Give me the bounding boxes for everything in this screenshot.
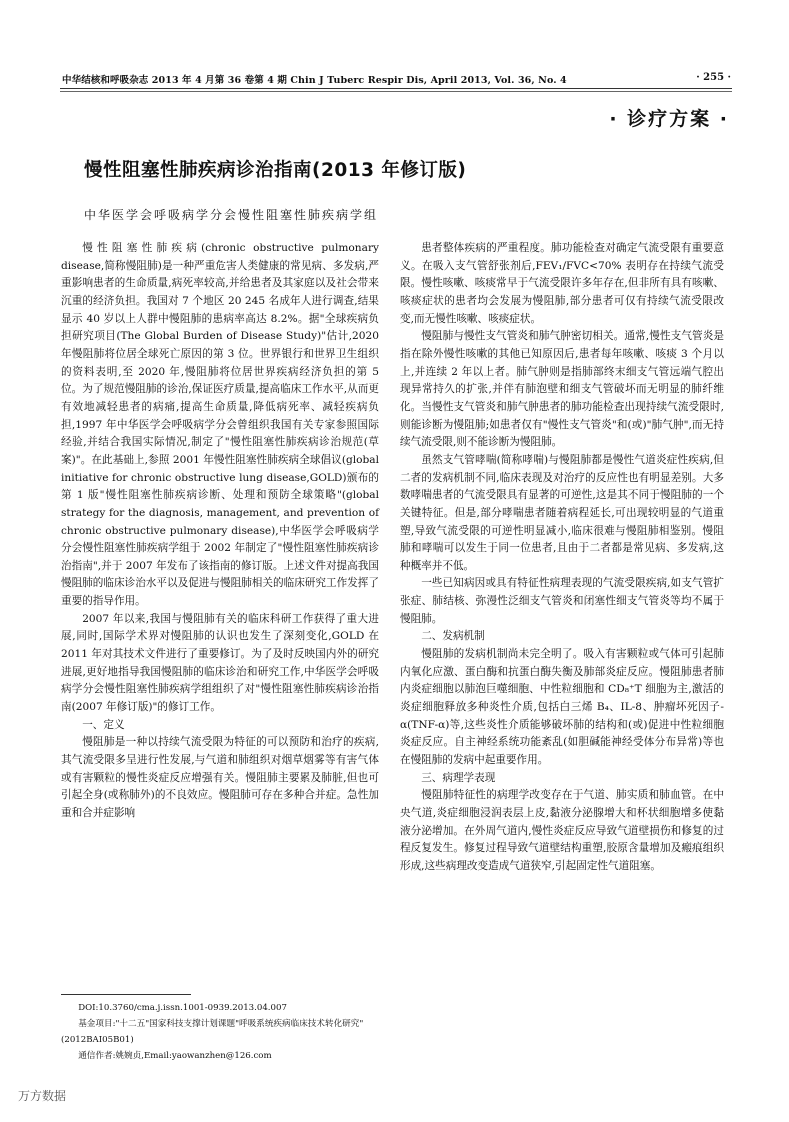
section-heading-pathogenesis: 二、发病机制 xyxy=(421,630,485,643)
correspondence-line: 通信作者:姚婉贞,Email:yaowanzhen@126.com xyxy=(78,1051,272,1061)
footnote-rule xyxy=(61,994,191,995)
section-label: · 诊疗方案 · xyxy=(609,108,729,130)
paragraph: 虽然支气管哮喘(简称哮喘)与慢阻肺都是慢性气道炎症性疾病,但二者的发病机制不同,临床表现及对治疗的反应性也有明显差别。大多数哮喘患者的气流受限具有显著的可逆性,这是其不同于慢阻肺的一个关键特征。但是,部分哮喘患者随着病程延长,可出现较明显的气道重塑,导致气流受限的可逆性明显减小,临床很难与慢阻肺相鉴别。慢阻肺和哮喘可以发生于同一位患者,且由于二者都是常见病、多发病,这种概率并不低。 xyxy=(400,453,724,572)
right-column xyxy=(400,240,724,876)
paragraph: 一些已知病因或具有特征性病理表现的气流受限疾病,如支气管扩张症、肺结核、弥漫性泛细支气管炎和闭塞性细支气管炎等均不属于慢阻肺。 xyxy=(400,577,724,625)
paragraph: 患者整体疾病的严重程度。肺功能检查对确定气流受限有重要意义。在吸入支气管舒张剂后,FEV₁/FVC<70% 表明存在持续气流受限。慢性咳嗽、咳痰常早于气流受限许多年存在,但非所有具有咳嗽、咳痰症状的患者均会发展为慢阻肺,部分患者可仅有持续气流受限改变,而无慢性咳嗽、咳痰症状。 xyxy=(400,242,724,325)
paragraph: 慢阻肺特征性的病理学改变存在于气道、肺实质和肺血管。在中央气道,炎症细胞浸润表层上皮,黏液分泌腺增大和杯状细胞增多使黏液分泌增加。在外周气道内,慢性炎症反应导致气道壁损伤和修复的过程反复发生。修复过程导致气道壁结构重塑,胶原含量增加及瘢痕组织形成,这些病理改变造成气道狭窄,引起固定性气道阻塞。 xyxy=(400,789,724,872)
article-title: 慢性阻塞性肺疾病诊治指南(2013 年修订版) xyxy=(84,160,467,181)
header-rule-thin xyxy=(60,91,732,92)
article-authors: 中华医学会呼吸病学分会慢性阻塞性肺疾病学组 xyxy=(84,208,379,222)
running-header: 中华结核和呼吸杂志 2013 年 4 月第 36 卷第 4 期 Chin J Tuberc Respir Dis, April 2013, Vol. 36, No. 4 xyxy=(62,75,567,86)
paragraph: 2007 年以来,我国与慢阻肺有关的临床科研工作获得了重大进展,同时,国际学术界对慢阻肺的认识也发生了深刻变化,GOLD 在 2011 年对其技术文件进行了重要修订。为了及时反映国内外的研究进展,更好地指导我国慢阻肺的临床诊治和研究工作,中华医学会呼吸病学分会慢性阻塞性肺疾病学组组织了对"慢性阻塞性肺疾病诊治指南(2007 年修订版)"的修订工作。 xyxy=(61,612,379,714)
paragraph: 慢阻肺的发病机制尚未完全明了。吸入有害颗粒或气体可引起肺内氧化应激、蛋白酶和抗蛋白酶失衡及肺部炎症反应。慢阻肺患者肺内炎症细胞以肺泡巨噬细胞、中性粒细胞和 CD₈⁺T 细胞为主,激活的炎症细胞释放多种炎性介质,包括白三烯 B₄、IL-8、肿瘤坏死因子-α(TNF-α)等,这些炎性介质能够破坏肺的结构和(或)促进中性粒细胞炎症反应。自主神经系统功能紊乱(如胆碱能神经受体分布异常)等也在慢阻肺的发病中起重要作用。 xyxy=(400,648,724,767)
paragraph: 慢性阻塞性肺疾病(chronic obstructive pulmonary disease,简称慢阻肺)是一种严重危害人类健康的常见病、多发病,严重影响患者的生命质量,病死率较高,并给患者及其家庭以及社会带来沉重的经济负担。我国对 7 个地区 20 245 名成年人进行调查,结果显示 40 岁以上人群中慢阻肺的患病率高达 8.2%。据"全球疾病负担研究项目(The Global Burden of Disease Study)"估计,2020 年慢阻肺将位居全球死亡原因的第 3 位。世界银行和世界卫生组织的资料表明,至 2020 年,慢阻肺将位居世界疾病经济负担的第 5 位。为了规范慢阻肺的诊治,保证医疗质量,提高临床工作水平,从而更有效地减轻患者的病痛,提高生命质量,降低病死率、减轻疾病负担,1997 年中华医学会呼吸病学分会曾组织我国有关专家参照国际经验,并结合我国实际情况,制定了"慢性阻塞性肺疾病诊治规范(草案)"。在此基础上,参照 2001 年慢性阻塞性肺疾病全球倡议(global initiative for chronic obstructive lung disease,GOLD)颁布的第 1 版"慢性阻塞性肺疾病诊断、处理和预防全球策略"(global strategy for the diagnosis, management, and prevention of chronic obstructive pulmonary disease),中华医学会呼吸病学分会慢性阻塞性肺疾病学组于 2002 年制定了"慢性阻塞性肺疾病诊治指南",并于 2007 年发布了该指南的修订版。上述文件对提高我国慢阻肺的临床诊治水平以及促进与慢阻肺相关的临床研究工作发挥了重要的指导作用。 xyxy=(61,242,379,608)
watermark: 万方数据 xyxy=(18,1089,67,1103)
section-heading-definition: 一、定义 xyxy=(82,718,125,731)
page-number: · 255 · xyxy=(696,72,731,83)
paragraph: 慢阻肺是一种以持续气流受限为特征的可以预防和治疗的疾病,其气流受限多呈进行性发展,与气道和肺组织对烟草烟雾等有害气体或有害颗粒的慢性炎症反应增强有关。慢阻肺主要累及肺脏,但也可引起全身(或称肺外)的不良效应。慢阻肺可存在多种合并症。急性加重和合并症影响 xyxy=(61,736,379,819)
left-column xyxy=(61,240,379,823)
paragraph: 慢阻肺与慢性支气管炎和肺气肿密切相关。通常,慢性支气管炎是指在除外慢性咳嗽的其他已知原因后,患者每年咳嗽、咳痰 3 个月以上,并连续 2 年以上者。肺气肿则是指肺部终末细支气管远端气腔出现异常持久的扩张,并伴有肺泡壁和细支气管破坏而无明显的肺纤维化。当慢性支气管炎和肺气肿患者的肺功能检查出现持续气流受限时,则能诊断为慢阻肺;如患者仅有"慢性支气管炎"和(或)"肺气肿",而无持续气流受限,则不能诊断为慢阻肺。 xyxy=(400,330,724,449)
funding-line: 基金项目:"十二五"国家科技支撑计划课题"呼吸系统疾病临床技术转化研究"(2012BAI05B01) xyxy=(61,1019,364,1045)
footnotes xyxy=(61,1000,379,1064)
doi-line: DOI:10.3760/cma.j.issn.1001-0939.2013.04.007 xyxy=(78,1003,287,1013)
section-heading-pathology: 三、病理学表现 xyxy=(421,771,496,784)
header-rule xyxy=(60,88,732,89)
